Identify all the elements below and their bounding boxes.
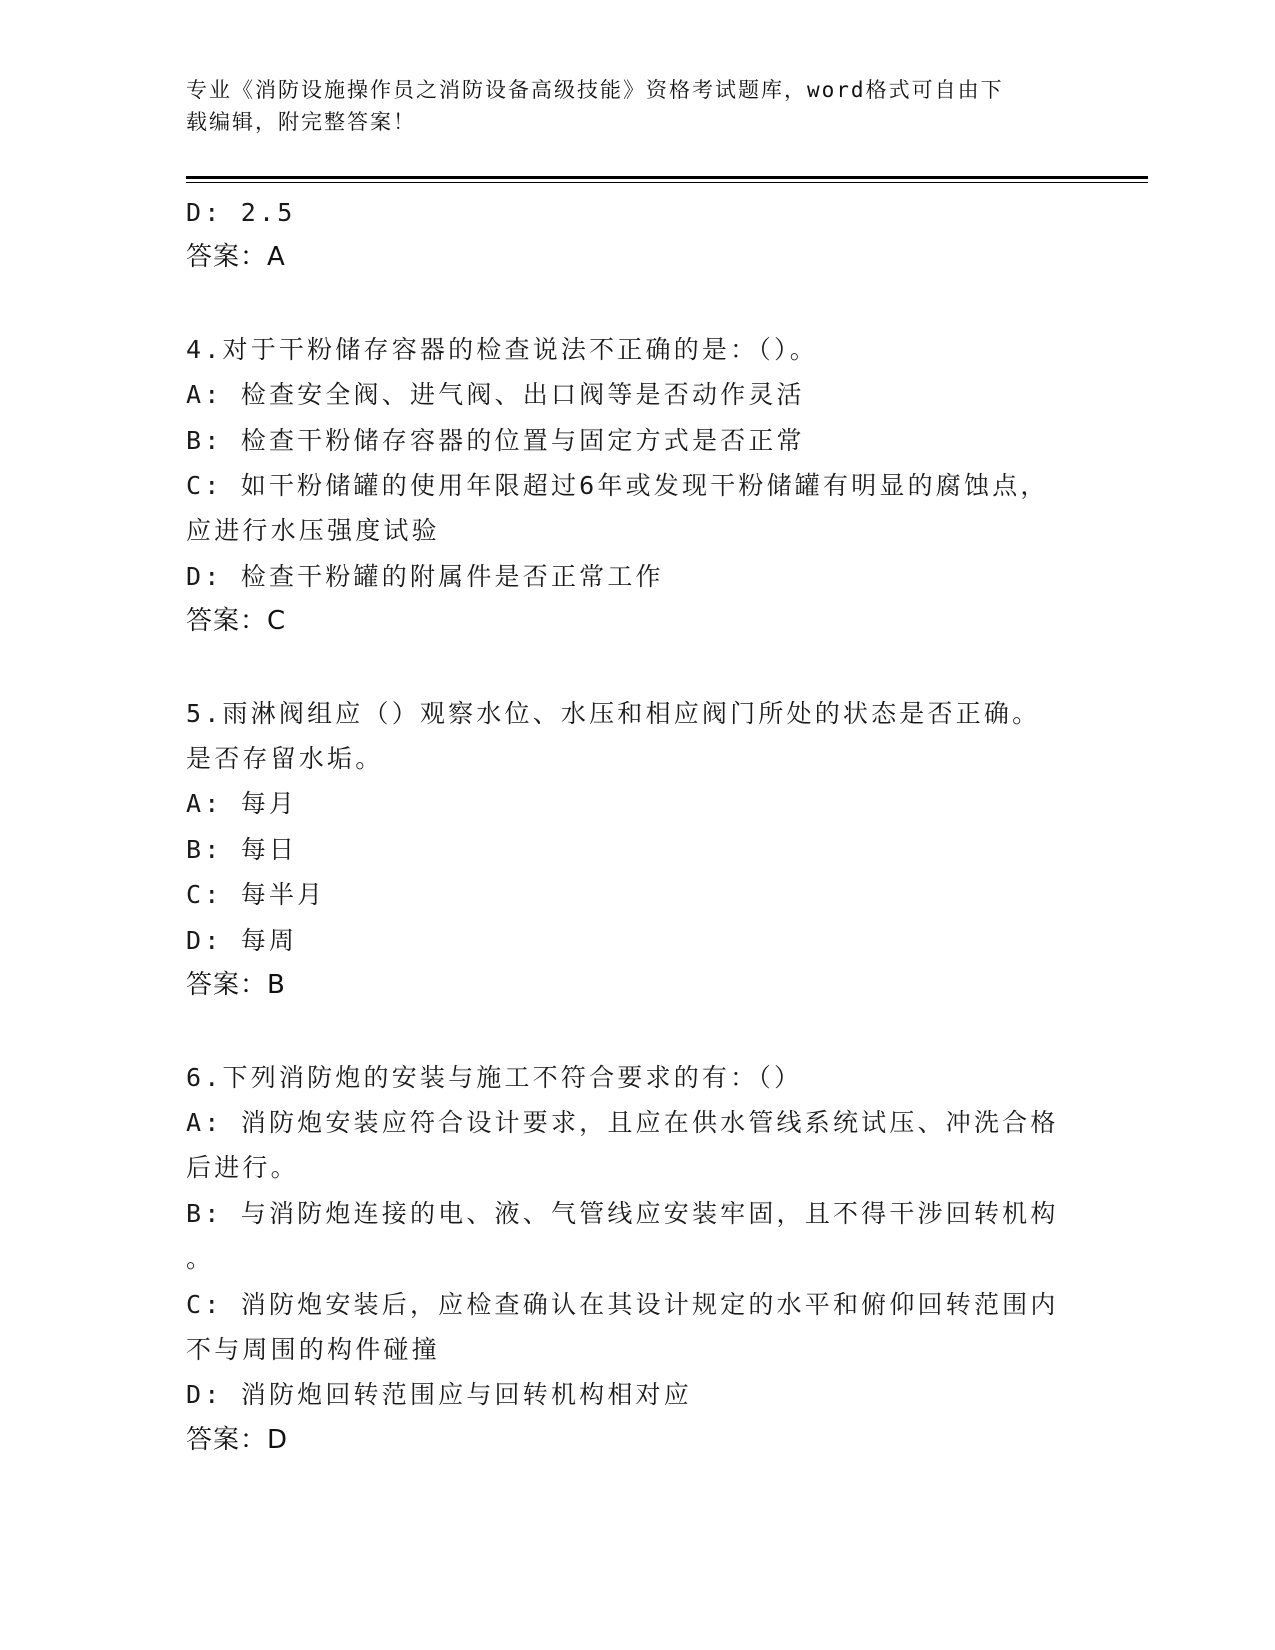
q5-option-d: D: 每周 [186, 925, 298, 955]
q4-option-c-line-1: C: 如干粉储罐的使用年限超过6年或发现干粉储罐有明显的腐蚀点， [186, 471, 1049, 501]
spacer [186, 281, 1086, 327]
question-6 [186, 1055, 1086, 1464]
q6-option-b-line-1: B: 与消防炮连接的电、液、气管线应安装牢固，且不得干涉回转机构 [186, 1198, 1059, 1228]
q5-option-c: C: 每半月 [186, 880, 326, 910]
question-content [186, 190, 1086, 1463]
q6-answer: 答案：D [186, 1424, 289, 1455]
spacer [186, 1009, 1086, 1055]
q6-option-c-line-2: 不与周围的构件碰撞 [186, 1334, 440, 1364]
q6-option-c-line-1: C: 消防炮安装后，应检查确认在其设计规定的水平和俯仰回转范围内 [186, 1289, 1059, 1319]
q4-option-a: A: 检查安全阀、进气阀、出口阀等是否动作灵活 [186, 380, 805, 410]
header-line-2: 载编辑，附完整答案！ [186, 110, 416, 134]
question-4 [186, 327, 1086, 645]
q6-option-d: D: 消防炮回转范围应与回转机构相对应 [186, 1380, 692, 1410]
header-rule-thick [186, 176, 1148, 179]
q6-option-b-line-2: 。 [186, 1244, 215, 1274]
q4-answer: 答案：C [186, 606, 287, 637]
spacer [186, 645, 1086, 691]
q5-question-line-1: 5.雨淋阀组应（）观察水位、水压和相应阀门所处的状态是否正确。 [186, 698, 1041, 728]
prev-question-tail [186, 190, 1086, 281]
q4-option-d: D: 检查干粉罐的附属件是否正常工作 [186, 561, 664, 591]
q5-question-line-2: 是否存留水垢。 [186, 744, 384, 774]
q4-question: 4.对于干粉储存容器的检查说法不正确的是：（）。 [186, 334, 818, 364]
q5-answer: 答案：B [186, 970, 286, 1001]
prev-option-d: D: 2.5 [186, 198, 296, 227]
q6-option-a-line-2: 后进行。 [186, 1153, 299, 1183]
q4-option-c-line-2: 应进行水压强度试验 [186, 516, 440, 546]
q5-option-b: B: 每日 [186, 834, 298, 864]
q4-option-b: B: 检查干粉储存容器的位置与固定方式是否正常 [186, 425, 805, 455]
question-5 [186, 691, 1086, 1009]
prev-answer: 答案：A [186, 242, 286, 273]
document-header [186, 74, 1066, 138]
header-line-1: 专业《消防设施操作员之消防设备高级技能》资格考试题库，word格式可自由下 [186, 78, 1004, 102]
header-rule-thin [186, 182, 1148, 183]
q5-option-a: A: 每月 [186, 789, 298, 819]
q6-question: 6.下列消防炮的安装与施工不符合要求的有：（） [186, 1062, 803, 1092]
q6-option-a-line-1: A: 消防炮安装应符合设计要求，且应在供水管线系统试压、冲洗合格 [186, 1107, 1059, 1137]
